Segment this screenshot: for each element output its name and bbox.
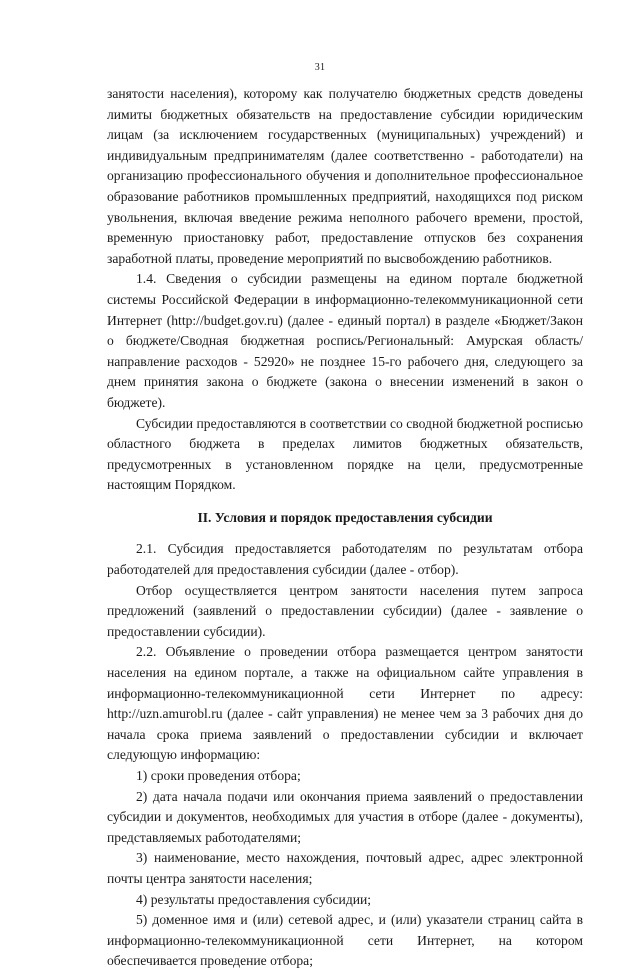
list-item-1-dates: 1) сроки проведения отбора;: [136, 768, 301, 783]
list-item-5-domain: 5) доменное имя и (или) сетевой адрес, и (или) указатели страниц сайта в информационно-телекоммуникационной сети Интернет, на котором обеспечивается проведение отбора;: [107, 912, 583, 969]
paragraph-subsidy-budget: Субсидии предоставляются в соответствии со сводной бюджетной росписью областного бюджета в пределах лимитов бюджетных обязательств, предусмотренных в установленном порядке на цели, предусмотренные настоящим Порядком.: [107, 415, 583, 493]
paragraph-1-4-portal-info: 1.4. Сведения о субсидии размещены на едином портале бюджетной системы Российской Федерации в информационно-телекоммуникационной сети Интернет (http://budget.gov.ru) (далее - единый портал) в разделе «Бюджет/Закон о бюджете/Сводная бюджетная роспись/Региональный: Амурская область/направление расходов - 52920» не позднее 15-го рабочего дня, следующего за днем принятия закона о бюджете (закона о внесении изменений в закон о бюджете).: [107, 271, 583, 410]
document-body: [107, 84, 583, 972]
list-item-2-application-dates: 2) дата начала подачи или окончания приема заявлений о предоставлении субсидии и документов, необходимых для участия в отборе (далее - документы), представляемых работодателями;: [107, 788, 583, 845]
paragraph-2-2-announcement: 2.2. Объявление о проведении отбора размещается центром занятости населения на едином портале, а также на официальном сайте управления в информационно-телекоммуникационной сети Интернет по адресу: http://uzn.amurobl.ru (далее - сайт управления) не менее чем за 3 рабочих дня до начала срока приема заявлений о предоставлении субсидии и включает следующую информацию:: [107, 644, 583, 763]
list-item-3-contact-info: 3) наименование, место нахождения, почтовый адрес, адрес электронной почты центра занятости населения;: [107, 850, 583, 886]
section-heading: II. Условия и порядок предоставления субсидии: [197, 509, 493, 525]
list-item-4-results: 4) результаты предоставления субсидии;: [136, 891, 372, 907]
paragraph-selection-method: Отбор осуществляется центром занятости населения путем запроса предложений (заявлений о предоставлении субсидии) (далее - заявление о предоставлении субсидии).: [107, 582, 583, 639]
paragraph-2-1-selection: 2.1. Субсидия предоставляется работодателям по результатам отбора работодателей для предоставления субсидии (далее - отбор).: [107, 541, 583, 578]
page-number: 31: [314, 62, 326, 73]
paragraph-employment-limits: занятости населения), которому как получателю бюджетных средств доведены лимиты бюджетных обязательств на предоставление субсидии юридическим лицам (за исключением государственных (муниципальных) учреждений) и индивидуальным предпринимателям (далее соответственно - работодатели) на организацию профессионального обучения и дополнительное профессиональное образование работников промышленных предприятий, находящихся под риском увольнения, включая введение режима неполного рабочего времени, простой, временную приостановку работ, предоставление отпусков без сохранения заработной платы, проведение мероприятий по высвобождению работников.: [107, 86, 583, 266]
